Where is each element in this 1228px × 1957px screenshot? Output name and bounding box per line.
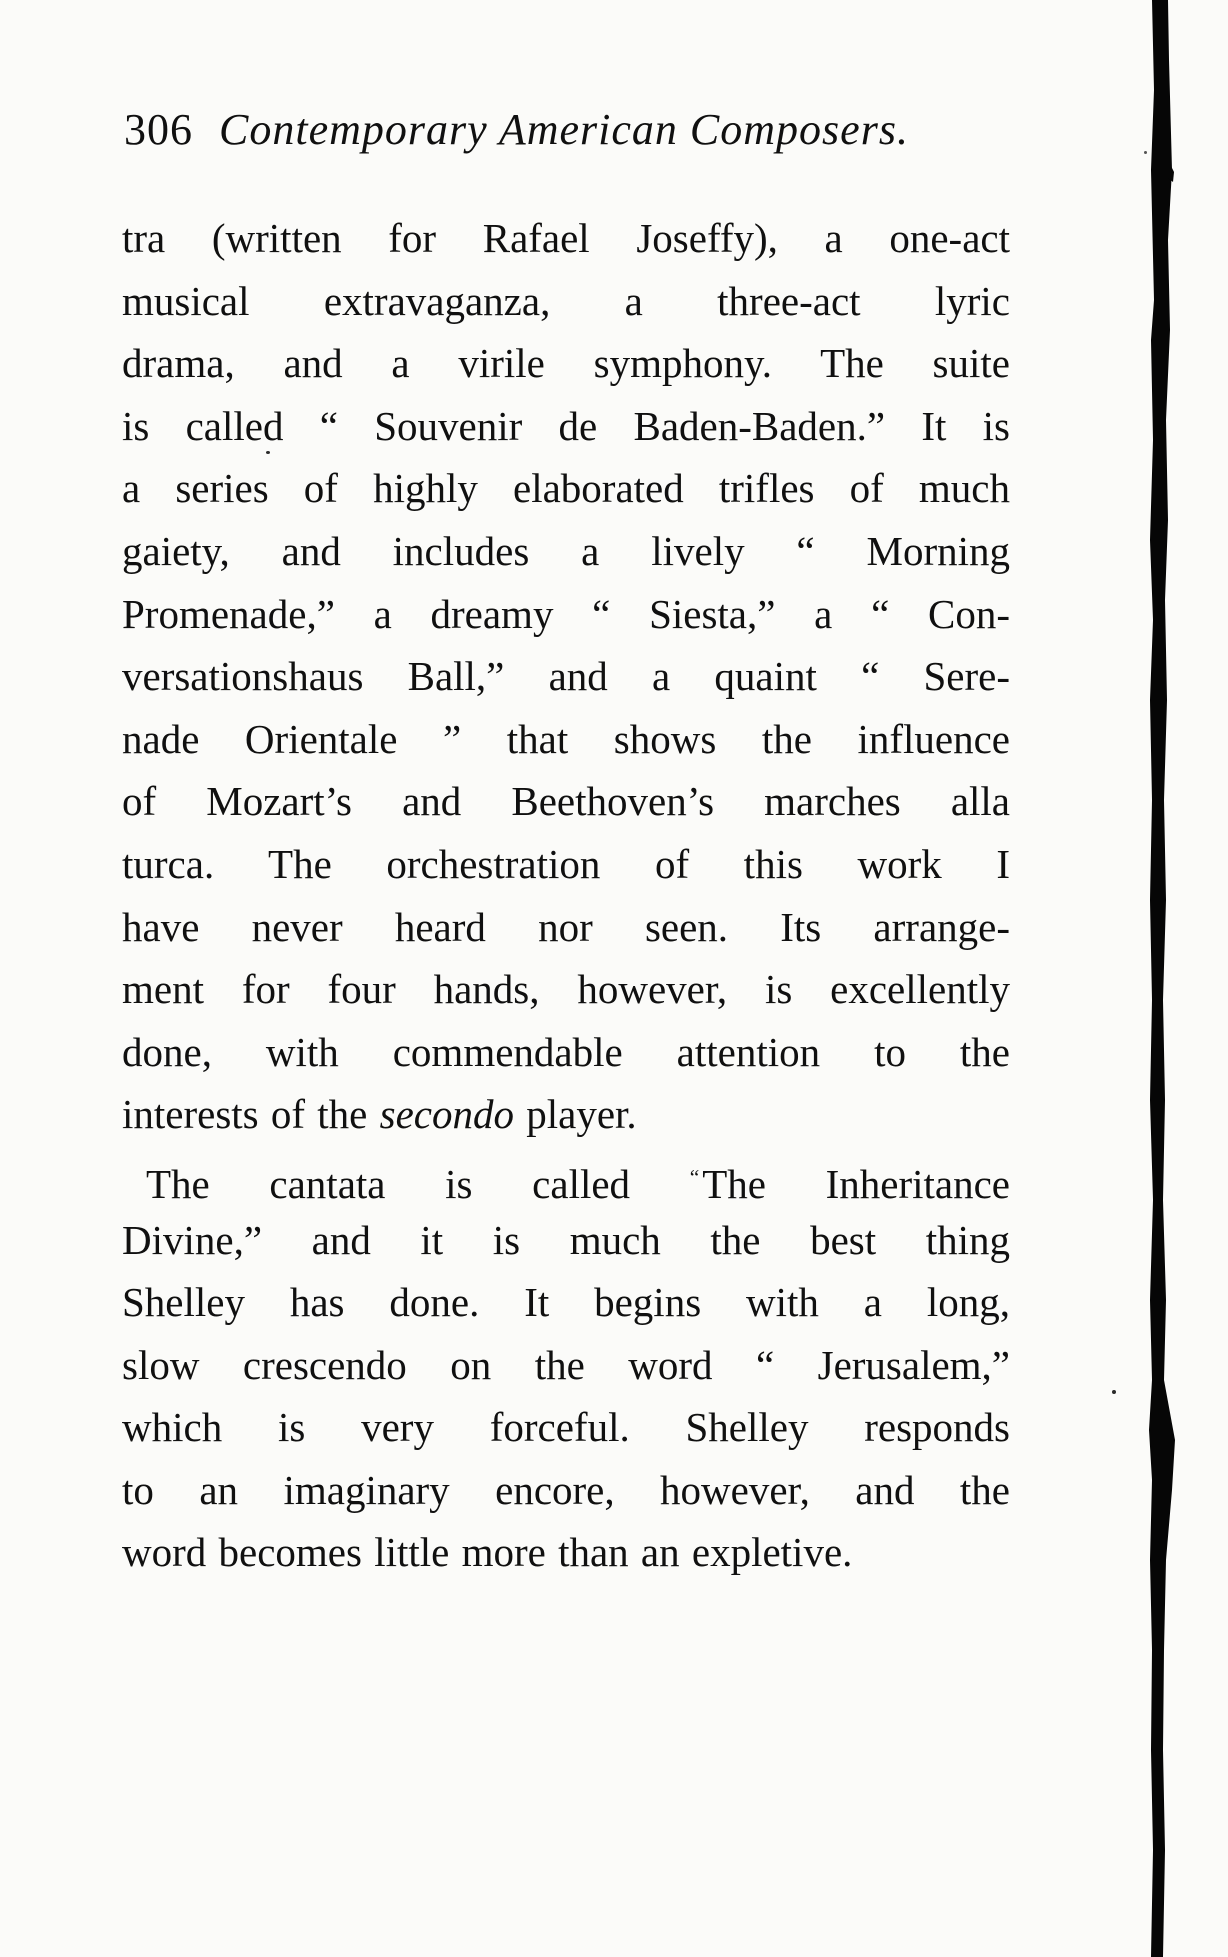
text-line <box>122 645 1010 708</box>
text-segment: a series of highly elaborated trifles of much <box>122 465 1010 512</box>
text-line <box>122 708 1010 771</box>
text-line <box>122 958 1010 1021</box>
text-line <box>122 1459 1010 1522</box>
text-line <box>122 1271 1010 1334</box>
scan-speck <box>1144 151 1147 154</box>
text-line <box>122 833 1010 896</box>
text-line <box>122 395 1010 458</box>
text-line <box>122 1209 1010 1272</box>
text-line <box>122 1396 1010 1459</box>
text-line <box>122 1521 1010 1584</box>
text-segment: “ <box>689 1164 700 1189</box>
text-line <box>122 896 1010 959</box>
text-segment: done, with commendable attention to the <box>122 1028 1010 1075</box>
text-line <box>122 770 1010 833</box>
text-segment: Shelley has done. It begins with a long, <box>122 1279 1010 1326</box>
running-title: Contemporary American Composers. <box>219 105 909 154</box>
text-segment: gaiety, and includes a lively “ Morning <box>122 527 1010 574</box>
text-segment: slow crescendo on the word “ Jerusalem,” <box>122 1341 1010 1388</box>
text-segment: of Mozart’s and Beethoven’s marches alla <box>122 778 1010 825</box>
text-line <box>122 457 1010 520</box>
text-segment: interests of the <box>122 1091 380 1138</box>
text-block <box>122 207 1010 1584</box>
text-segment: tra (written for Rafael Joseffy), a one-act <box>122 215 1010 261</box>
text-segment: to an imaginary encore, however, and the <box>122 1466 1010 1513</box>
text-line <box>122 1083 1010 1146</box>
text-segment: The Inheritance <box>702 1160 1010 1207</box>
text-segment: musical extravaganza, a three-act lyric <box>122 277 1010 324</box>
text-segment: versationshaus Ball,” and a quaint “ Sere- <box>122 653 1010 700</box>
text-segment: player. <box>514 1091 637 1138</box>
text-segment: drama, and a virile symphony. The suite <box>122 340 1010 387</box>
text-line <box>122 207 1010 270</box>
text-line <box>122 520 1010 583</box>
text-segment: The cantata is called <box>146 1160 690 1207</box>
text-segment: is called “ Souvenir de Baden-Baden.” It is <box>122 402 1010 449</box>
scan-speck <box>1112 1390 1116 1394</box>
text-segment: Divine,” and it is much the best thing <box>122 1216 1010 1263</box>
scan-speck <box>266 451 270 454</box>
text-line <box>122 332 1010 395</box>
text-segment: have never heard nor seen. Its arrange- <box>122 903 1010 950</box>
italic-term: secondo <box>379 1091 514 1138</box>
text-segment: word becomes little more than an expletive. <box>122 1529 853 1576</box>
text-segment: which is very forceful. Shelley responds <box>122 1404 1010 1451</box>
text-line <box>122 1021 1010 1084</box>
text-segment: Promenade,” a dreamy “ Siesta,” a “ Con- <box>122 590 1010 637</box>
text-line <box>122 1334 1010 1397</box>
text-segment: turca. The orchestration of this work I <box>122 840 1010 887</box>
page-number: 306 <box>124 105 193 154</box>
text-line <box>122 583 1010 646</box>
text-line <box>122 270 1010 333</box>
text-segment: nade Orientale ” that shows the influence <box>122 715 1010 762</box>
running-header <box>124 105 1024 154</box>
scan-binding-edge-artifact <box>1140 0 1188 1957</box>
text-line <box>122 1146 1010 1209</box>
text-segment: ment for four hands, however, is excellently <box>122 966 1010 1013</box>
